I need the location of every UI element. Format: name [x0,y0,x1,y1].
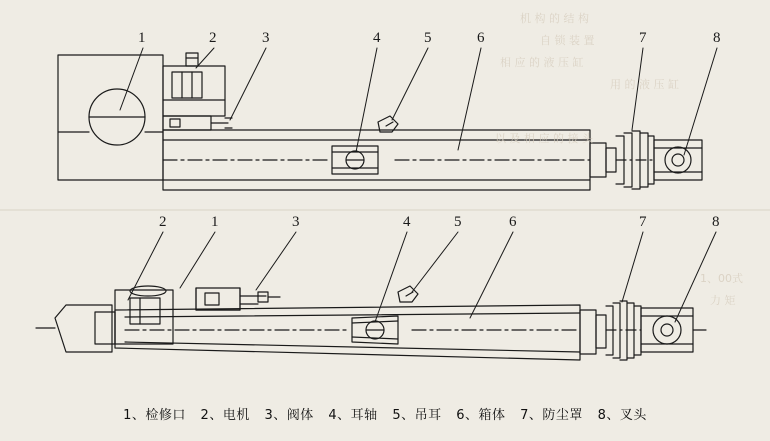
motor-terminal-box [172,72,202,98]
leader-1-bottom [180,232,215,288]
background-text-line-6: 1、00式 [700,272,743,285]
legend-item-2: 2、电机 [200,408,250,423]
leader-5-bottom [412,232,458,292]
background-text-line-1: 机 构 的 结 构 [520,12,589,25]
legend-item-5: 5、吊耳 [392,408,442,423]
legend-item-8: 8、叉头 [597,408,647,423]
rod-shoulder-bottom [580,310,596,354]
callout-bottom-1: 1 [211,214,219,230]
inspection-port-bottom [130,286,166,296]
callout-top-3: 3 [262,30,270,46]
leader-4-top [356,48,377,152]
callout-top-1: 1 [138,30,146,46]
clevis-head-bottom [641,308,706,352]
legend-row [0,404,770,423]
leader-4-bottom [375,232,407,322]
callout-bottom-6: 6 [509,214,517,230]
legend-item-4: 4、耳轴 [328,408,378,423]
motor-fan-cap [186,53,198,66]
callout-top-4: 4 [373,30,381,46]
callout-top-8: 8 [713,30,721,46]
leader-7-bottom [622,232,643,302]
bottom-view-assembly [36,232,716,360]
legend-item-7: 7、防尘罩 [520,408,583,423]
callout-bottom-2: 2 [159,214,167,230]
legend-item-6: 6、箱体 [456,408,506,423]
leader-2-top [196,48,214,68]
motor-terminal-box-bottom [130,298,160,324]
callout-top-7: 7 [639,30,647,46]
legend-item-3: 3、阀体 [264,408,314,423]
rod-shoulder [590,143,606,177]
background-text-line-5: 以 及 相 应 的 接 头 [495,132,593,145]
leader-8-top [684,48,717,155]
leader-6-top [458,48,481,150]
dust-cover-bellows [616,131,654,189]
background-text-line-2: 自 锁 装 置 [540,34,595,47]
callout-bottom-8: 8 [712,214,720,230]
leader-3-top [230,48,266,120]
callout-top-6: 6 [477,30,485,46]
callout-top-5: 5 [424,30,432,46]
clevis-head [654,140,702,180]
leader-6-bottom [470,232,513,318]
callout-bottom-7: 7 [639,214,647,230]
legend-item-1: 1、检修口 [123,408,186,423]
background-text-line-4: 用 的 液 压 缸 [610,78,679,91]
background-text-line-7: 力 矩 [710,294,736,307]
callout-bottom-4: 4 [403,214,411,230]
top-view-assembly [58,48,717,190]
leader-5-top [392,48,428,120]
leader-3-bottom [256,232,296,290]
dust-cover-bellows-bottom [606,301,641,360]
callout-bottom-5: 5 [454,214,462,230]
callout-bottom-3: 3 [292,214,300,230]
background-text-line-3: 相 应 的 液 压 缸 [500,56,584,69]
callout-top-2: 2 [209,30,217,46]
valve-body-bottom [196,288,280,310]
